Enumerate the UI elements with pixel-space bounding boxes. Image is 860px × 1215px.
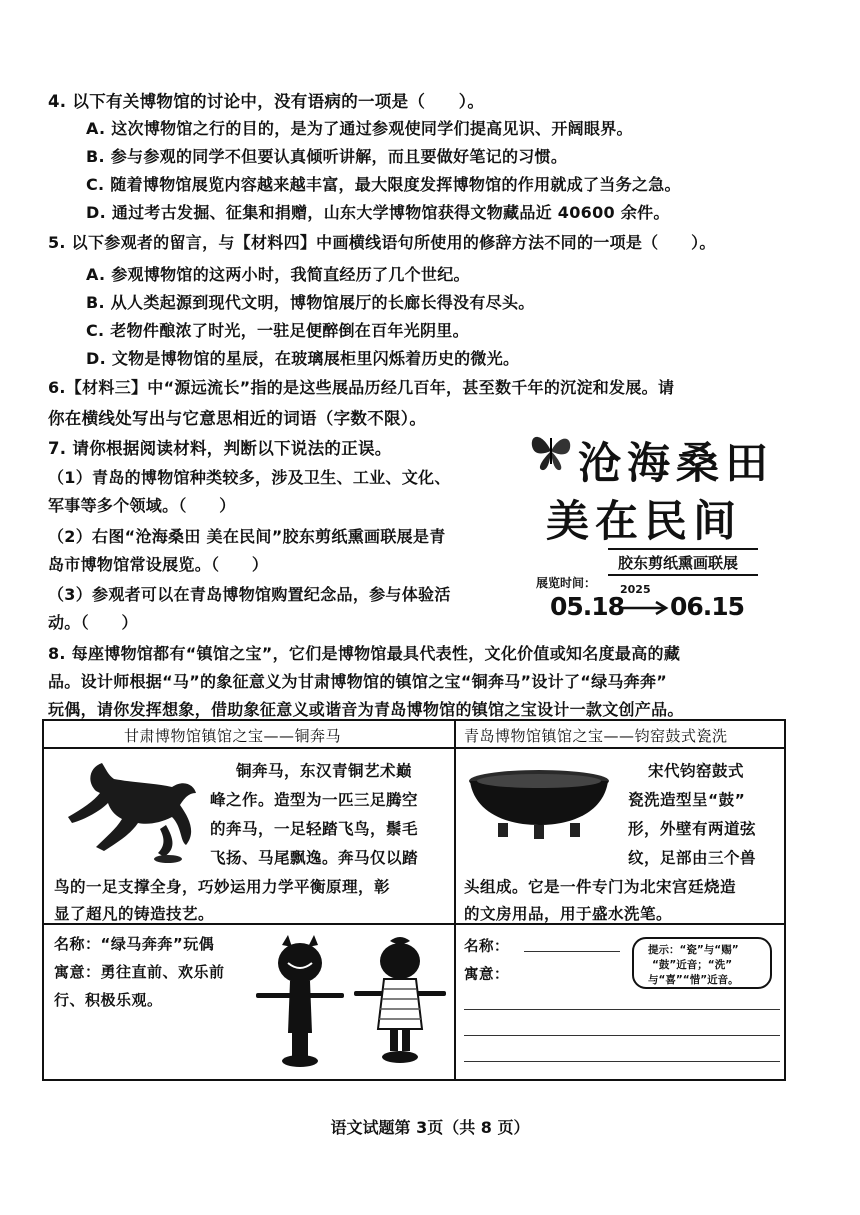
hint-bubble <box>632 937 772 989</box>
q7-item2-line2: 岛市博物馆常设展览。（ ） <box>48 555 269 574</box>
left-desc-line2: 峰之作。造型为一匹三足腾空 <box>210 791 419 809</box>
right-desc-line5: 头组成。它是一件专门为北宋宫廷烧造 <box>464 878 737 896</box>
q4-option-c: C. 随着博物馆展览内容越来越丰富，最大限度发挥博物馆的作用就成了当务之急。 <box>86 175 681 194</box>
right-desc-line3: 形，外壁有两道弦 <box>628 820 757 838</box>
poster-divider-bottom <box>608 574 758 576</box>
left-desc-line5: 鸟的一足支撑全身，巧妙运用力学平衡原理，彰 <box>54 878 391 896</box>
q6-line1: 6.【材料三】中“源远流长”指的是这些展品历经几百年，甚至数千年的沉淀和发展。请 <box>48 378 675 397</box>
arrow-right-icon <box>618 600 670 616</box>
right-header: 青岛博物馆镇馆之宝——钧窑鼓式瓷洗 <box>464 727 728 745</box>
left-meaning-line1: 寓意：勇往直前、欢乐前 <box>54 963 225 981</box>
right-meaning-label: 寓意： <box>464 967 509 983</box>
q7-item3-line1: （3）参观者可以在青岛博物馆购置纪念品，参与体验活 <box>48 585 451 604</box>
poster-title-line2: 美在民间 <box>546 497 742 547</box>
q8-line3: 玩偶，请你发挥想象，借助象征意义或谐音为青岛博物馆的镇馆之宝设计一款文创产品。 <box>48 700 684 719</box>
q5-stem: 5. 以下参观者的留言，与【材料四】中画横线语句所使用的修辞方法不同的一项是（ ）。 <box>48 233 716 252</box>
hint-line3: 与“喜”“惜”近音。 <box>648 974 739 986</box>
right-desc-line6: 的文房用品，用于盛水洗笔。 <box>464 905 673 923</box>
q7-item2-line1: （2）右图“沧海桑田 美在民间”胶东剪纸熏画联展是青 <box>48 527 446 546</box>
q4-option-a: A. 这次博物馆之行的目的，是为了通过参观使同学们提高见识、开阔眼界。 <box>86 119 633 138</box>
name-answer-line[interactable] <box>524 951 620 952</box>
meaning-answer-line-1[interactable] <box>464 1009 780 1010</box>
hint-line2: “鼓”近音；“洗” <box>652 959 733 971</box>
poster-subtitle: 胶东剪纸熏画联展 <box>618 554 739 572</box>
q4-stem: 4. 以下有关博物馆的讨论中，没有语病的一项是（ ）。 <box>48 92 485 111</box>
poster-divider-top <box>608 548 758 550</box>
poster-start-date: 05.18 <box>550 592 625 621</box>
q8-line1: 8. 每座博物馆都有“镇馆之宝”，它们是博物馆最具代表性，文化价值或知名度最高的藏 <box>48 644 681 663</box>
left-meaning-line2: 行、积极乐观。 <box>54 991 163 1009</box>
poster-year: 2025 <box>620 583 651 596</box>
bronze-horse-image <box>56 753 206 865</box>
treasure-table <box>42 719 786 1081</box>
q7-item3-line2: 动。（ ） <box>48 613 138 632</box>
table-divider-header <box>44 747 784 749</box>
right-desc-line1: 宋代钧窑鼓式 <box>648 762 745 780</box>
butterfly-icon <box>528 430 574 472</box>
q4-option-b: B. 参与参观的同学不但要认真倾听讲解，而且要做好笔记的习惯。 <box>86 147 568 166</box>
poster-title-line1: 沧海桑田 <box>578 439 774 489</box>
table-divider-vertical <box>454 721 456 1079</box>
meaning-answer-line-3[interactable] <box>464 1061 780 1062</box>
right-desc-line4: 纹，足部由三个兽 <box>628 849 757 867</box>
poster-end-date: 06.15 <box>670 592 745 621</box>
q8-line2: 品。设计师根据“马”的象征意义为甘肃博物馆的镇馆之宝“铜奔马”设计了“绿马奔奔” <box>48 672 668 691</box>
q5-option-c: C. 老物件酿浓了时光，一驻足便醉倒在百年光阴里。 <box>86 321 469 340</box>
q7-item1-line2: 军事等多个领域。（ ） <box>48 496 236 515</box>
q4-option-d: D. 通过考古发掘、征集和捐赠，山东大学博物馆获得文物藏品近 40600 余件。 <box>86 203 670 222</box>
exhibition-poster <box>520 420 785 630</box>
q6-line2: 你在横线处写出与它意思相近的词语（字数不限）。 <box>48 409 427 428</box>
left-desc-line1: 铜奔马，东汉青铜艺术巅 <box>236 762 413 780</box>
q7-stem: 7. 请你根据阅读材料，判断以下说法的正误。 <box>48 439 392 458</box>
left-desc-line3: 的奔马，一足轻踏飞鸟，鬃毛 <box>210 820 419 838</box>
right-name-label: 名称： <box>464 939 509 955</box>
left-header: 甘肃博物馆镇馆之宝——铜奔马 <box>124 727 342 745</box>
q5-option-a: A. 参观博物馆的这两小时，我简直经历了几个世纪。 <box>86 265 470 284</box>
mascot-doll-left-image <box>252 933 348 1073</box>
hint-line1: 提示：“瓷”与“赐” <box>648 944 739 956</box>
poster-time-label: 展览时间： <box>536 576 597 590</box>
q5-option-d: D. 文物是博物馆的星辰，在玻璃展柜里闪烁着历史的微光。 <box>86 349 520 368</box>
left-desc-line4: 飞扬、马尾飘逸。奔马仅以踏 <box>210 849 419 867</box>
left-name: 名称：“绿马奔奔”玩偶 <box>54 935 215 953</box>
left-desc-line6: 显了超凡的铸造技艺。 <box>54 905 215 923</box>
q7-item1-line1: （1）青岛的博物馆种类较多，涉及卫生、工业、文化、 <box>48 468 451 487</box>
right-desc-line2: 瓷洗造型呈“鼓” <box>628 791 746 809</box>
page-footer: 语文试题第 3页（共 8 页） <box>330 1118 530 1137</box>
porcelain-washer-image <box>464 767 614 847</box>
meaning-answer-line-2[interactable] <box>464 1035 780 1036</box>
mascot-doll-right-image <box>350 933 450 1073</box>
q5-option-b: B. 从人类起源到现代文明，博物馆展厅的长廊长得没有尽头。 <box>86 293 535 312</box>
